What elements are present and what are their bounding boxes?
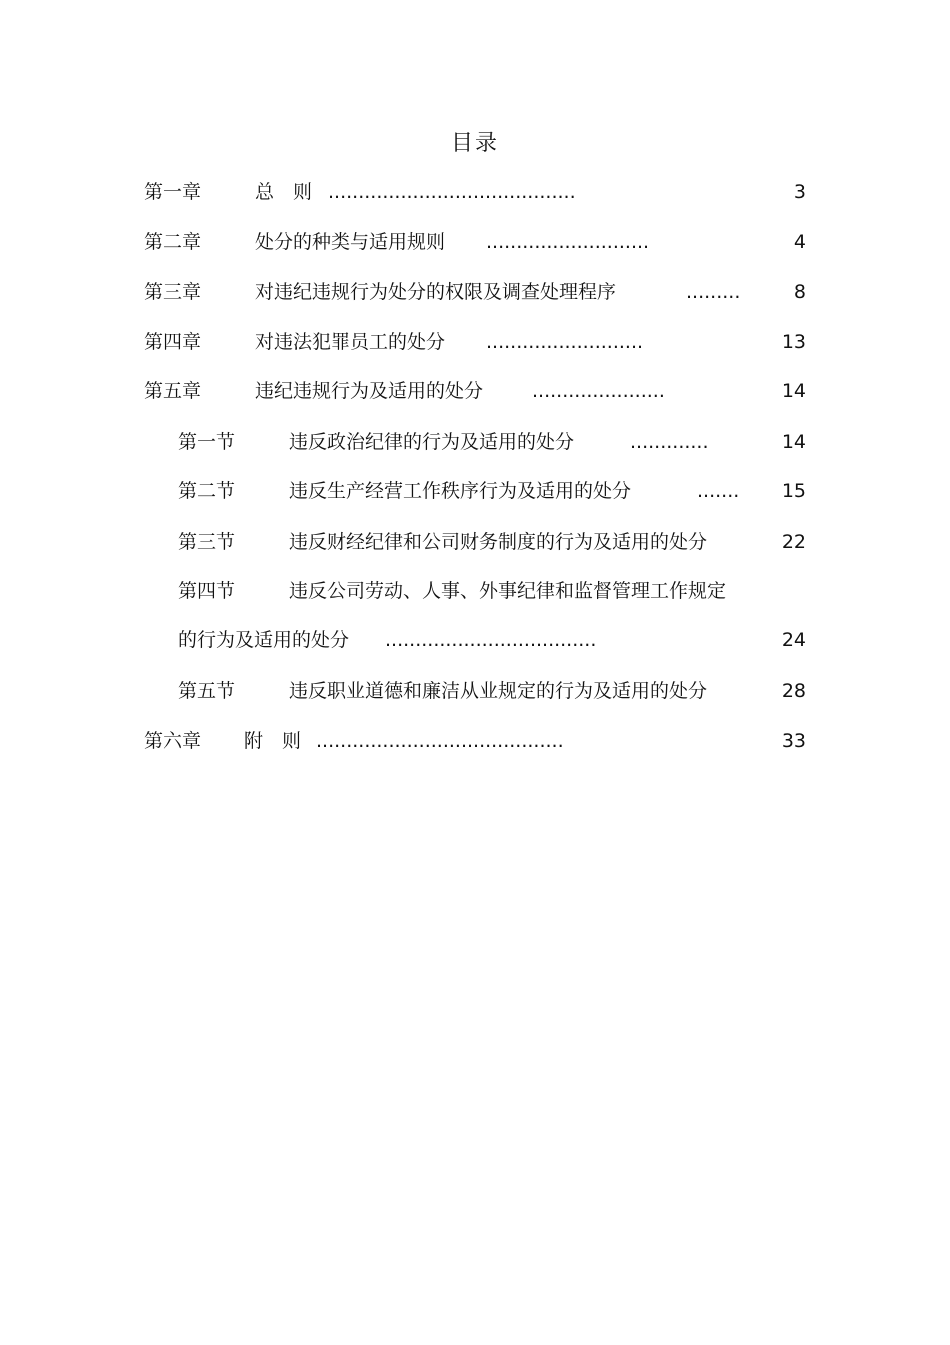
toc-entry-text: 违反公司劳动、人事、外事纪律和监督管理工作规定	[289, 580, 727, 602]
toc-entry-leader: ...................................	[385, 629, 597, 651]
toc-entry-text: 处分的种类与适用规则	[255, 231, 446, 253]
toc-entry-text: 的行为及适用的处分	[178, 629, 350, 651]
toc-entry	[0, 676, 950, 706]
toc-entry-leader: ...........................	[486, 231, 650, 253]
toc-entry-label: 第四节	[178, 580, 236, 602]
toc-entry-page: 13	[781, 331, 806, 353]
toc-entry-text: 违反生产经营工作秩序行为及适用的处分	[289, 480, 632, 502]
toc-entry-leader: .........................................	[328, 181, 576, 203]
toc-entry	[0, 327, 950, 357]
toc-entry-label: 第二章	[144, 231, 202, 253]
toc-entry	[0, 576, 950, 606]
toc-entry	[0, 527, 950, 557]
toc-entry-text: 违纪违规行为及适用的处分	[255, 380, 484, 402]
toc-entry-page: 3	[793, 181, 806, 203]
toc-entry-text: 总 则	[255, 181, 313, 203]
toc-entry	[0, 726, 950, 756]
toc-entry	[0, 476, 950, 506]
toc-title: 目录	[450, 131, 499, 156]
toc-entry-page: 22	[781, 531, 806, 553]
toc-entry-leader: ..........................	[486, 331, 644, 353]
toc-entry-leader: .............	[630, 431, 709, 453]
toc-entry-text: 附 则	[244, 730, 302, 752]
toc-entry-label: 第四章	[144, 331, 202, 353]
toc-entry-page: 28	[781, 680, 806, 702]
toc-entry-page: 33	[781, 730, 806, 752]
toc-entry	[0, 427, 950, 457]
toc-entry	[0, 277, 950, 307]
toc-entry	[0, 227, 950, 257]
toc-entry	[0, 177, 950, 207]
toc-entry-label: 第五章	[144, 380, 202, 402]
toc-entry-page: 14	[781, 431, 806, 453]
toc-entry-label: 第六章	[144, 730, 202, 752]
toc-entry-text: 对违法犯罪员工的处分	[255, 331, 446, 353]
toc-entry-page: 15	[781, 480, 806, 502]
toc-entry	[0, 376, 950, 406]
toc-entry-leader: .......	[697, 480, 740, 502]
toc-entry-label: 第三节	[178, 531, 236, 553]
toc-entry-text: 违反职业道德和廉洁从业规定的行为及适用的处分	[289, 680, 708, 702]
toc-entry-page: 4	[793, 231, 806, 253]
toc-entry-page: 24	[781, 629, 806, 651]
toc-entry	[0, 625, 950, 655]
toc-entry-page: 8	[793, 281, 806, 303]
toc-entry-leader: .........	[686, 281, 741, 303]
toc-entry-leader: .........................................	[316, 730, 564, 752]
toc-entry-label: 第五节	[178, 680, 236, 702]
toc-entry-text: 对违纪违规行为处分的权限及调查处理程序	[255, 281, 617, 303]
toc-entry-label: 第三章	[144, 281, 202, 303]
toc-entry-leader: ......................	[532, 380, 665, 402]
toc-entry-label: 第一章	[144, 181, 202, 203]
toc-entry-label: 第一节	[178, 431, 236, 453]
toc-entry-text: 违反财经纪律和公司财务制度的行为及适用的处分	[289, 531, 708, 553]
toc-entry-text: 违反政治纪律的行为及适用的处分	[289, 431, 575, 453]
toc-entry-label: 第二节	[178, 480, 236, 502]
toc-entry-page: 14	[781, 380, 806, 402]
